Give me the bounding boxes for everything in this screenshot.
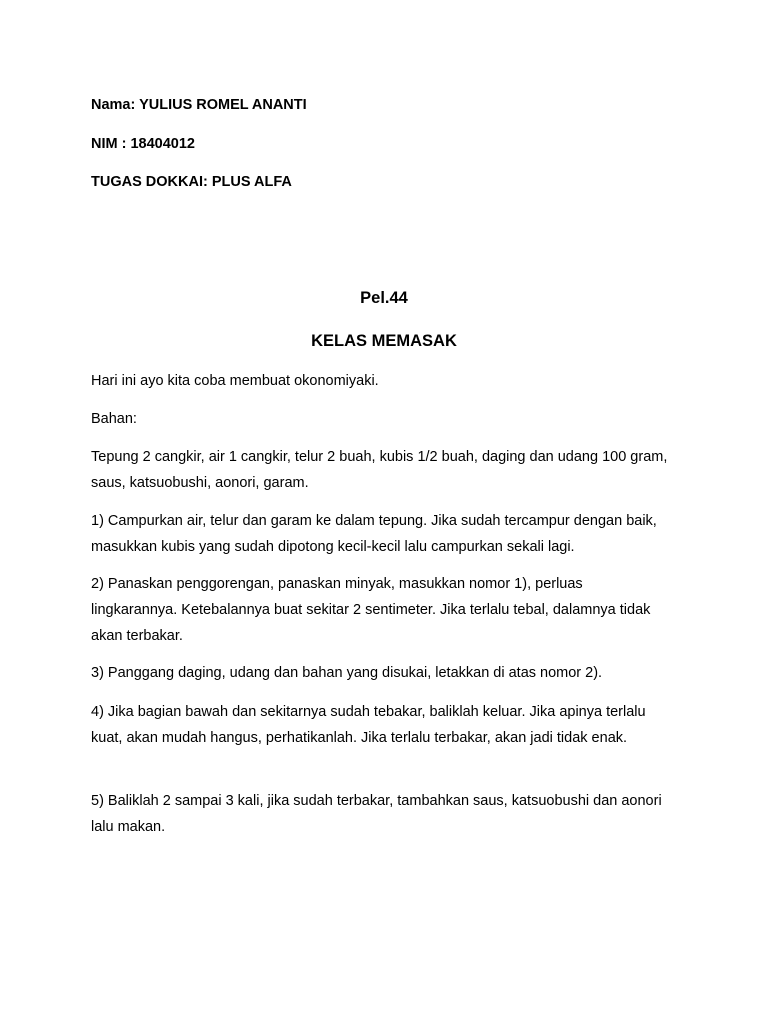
student-name: Nama: YULIUS ROMEL ANANTI	[91, 97, 307, 113]
task-title: TUGAS DOKKAI: PLUS ALFA	[91, 174, 292, 190]
step-text: 5) Baliklah 2 sampai 3 kali, jika sudah terbakar, tambahkan saus, katsuobushi dan aonori lalu makan.	[91, 793, 662, 835]
step-4	[91, 699, 675, 751]
step-text: 2) Panaskan penggorengan, panaskan minyak, masukkan nomor 1), perluas lingkarannya. Ketebalannya buat sekitar 2 sentimeter. Jika terlalu tebal, dalamnya tidak akan terbakar.	[91, 576, 651, 644]
step-text: 3) Panggang daging, udang dan bahan yang disukai, letakkan di atas nomor 2).	[91, 665, 603, 681]
lesson-number: Pel.44	[360, 289, 408, 307]
ingredients-text: Tepung 2 cangkir, air 1 cangkir, telur 2 buah, kubis 1/2 buah, daging dan udang 100 gram, saus, katsuobushi, aonori, garam.	[91, 449, 668, 491]
step-2	[91, 571, 671, 649]
document-title: KELAS MEMASAK	[311, 332, 457, 350]
intro-paragraph	[91, 368, 691, 394]
ingredients-label: Bahan:	[91, 411, 137, 427]
step-5	[91, 788, 681, 840]
student-nim: NIM : 18404012	[91, 136, 195, 152]
intro-text: Hari ini ayo kita coba membuat okonomiyaki.	[91, 373, 379, 389]
ingredients-label-paragraph	[91, 406, 691, 432]
step-3	[91, 660, 691, 686]
step-1	[91, 508, 689, 560]
ingredients-paragraph	[91, 444, 689, 496]
step-text: 1) Campurkan air, telur dan garam ke dalam tepung. Jika sudah tercampur dengan baik, masukkan kubis yang sudah dipotong kecil-kecil lalu campurkan sekali lagi.	[91, 513, 657, 555]
step-text: 4) Jika bagian bawah dan sekitarnya sudah tebakar, baliklah keluar. Jika apinya terlalu kuat, akan mudah hangus, perhatikanlah. Jika terlalu terbakar, akan jadi tidak enak.	[91, 704, 646, 746]
